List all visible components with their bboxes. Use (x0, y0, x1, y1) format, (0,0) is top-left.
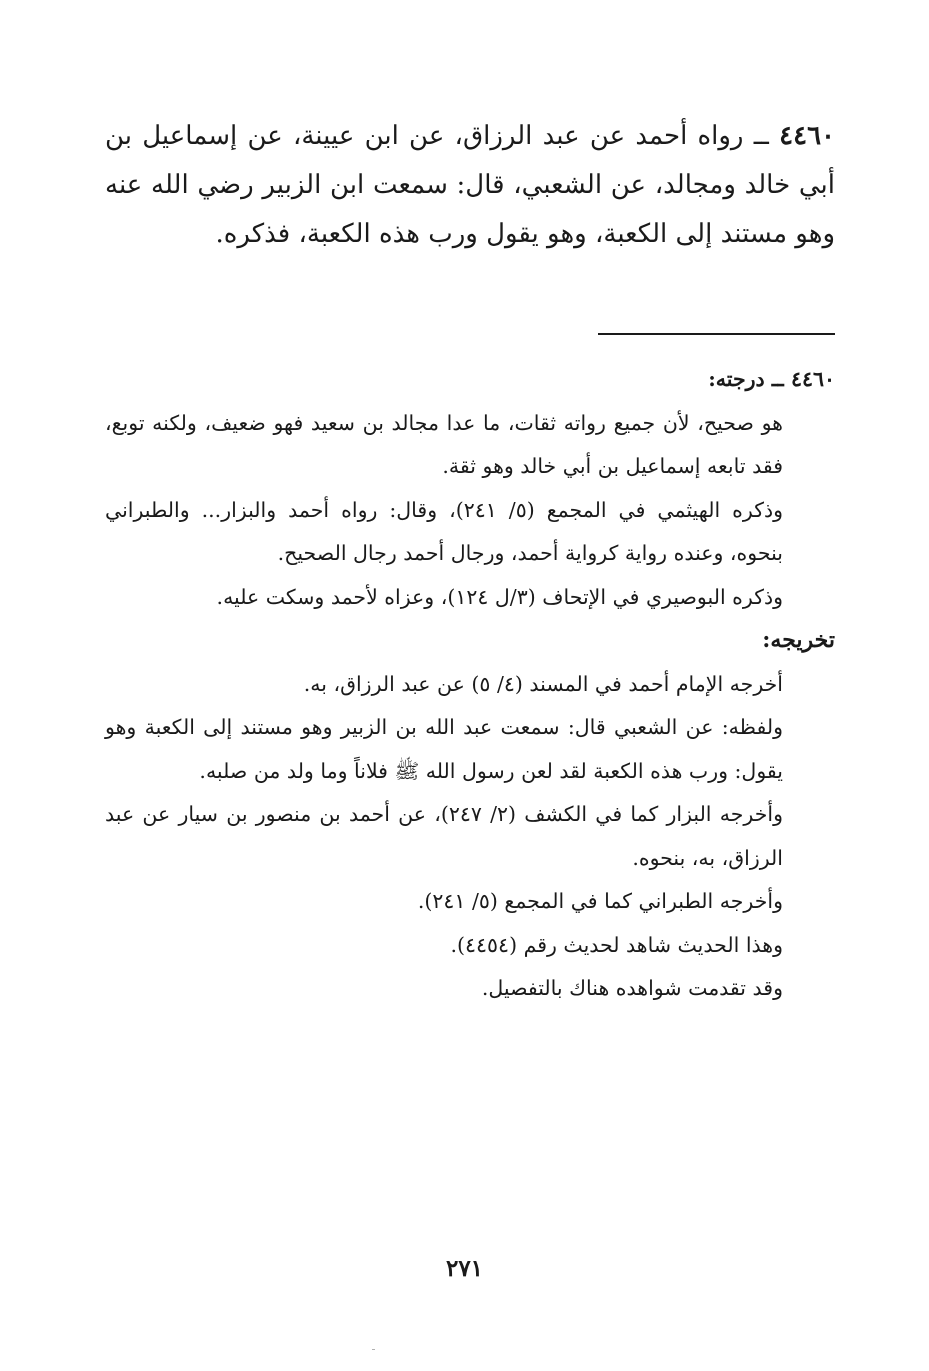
grade-paragraph-3: وذكره البوصيري في الإتحاف (٣/ل ١٢٤)، وعزاه لأحمد وسكت عليه. (216, 584, 783, 609)
grade-paragraph-1: هو صحيح، لأن جميع رواته ثقات، ما عدا مجالد بن سعيد فهو ضعيف، ولكنه توبع، فقد تابعه إسماعيل بن أبي خالد وهو ثقة. (105, 410, 783, 478)
hadith-text: ــ رواه أحمد عن عبد الرزاق، عن ابن عيينة، عن إسماعيل بن أبي خالد ومجالد، عن الشعبي، قال: سمعت ابن الزبير رضي الله عنه وهو مستند إلى الكعبة، وهو يقول ورب هذه الكعبة، فذكره. (105, 121, 835, 249)
footnote-separator (598, 333, 835, 335)
takhrij-paragraph-3: وأخرجه البزار كما في الكشف (٢/ ٢٤٧)، عن أحمد بن منصور بن سيار عن عبد الرزاق، به، بنحوه. (105, 802, 783, 870)
takhrij-paragraph-6: وقد تقدمت شواهده هناك بالتفصيل. (481, 976, 783, 1000)
hadith-paragraph (105, 112, 835, 259)
takhrij-paragraph-5: وهذا الحديث شاهد لحديث رقم (٤٤٥٤). (450, 932, 783, 957)
takhrij-paragraph-1: أخرجه الإمام أحمد في المسند (٤/ ٥) عن عبد الرزاق، به. (303, 671, 783, 696)
page-number: ٢٧١ (445, 1255, 484, 1282)
takhrij-heading: تخريجه: (762, 627, 835, 653)
footnotes-section (105, 358, 835, 1011)
scan-speck (372, 1349, 375, 1350)
grade-paragraph-2: وذكره الهيثمي في المجمع (٥/ ٢٤١)، وقال: رواه أحمد والبزار... والطبراني بنحوه، وعنده رواية كرواية أحمد، ورجال أحمد رجال الصحيح. (105, 497, 783, 565)
grade-heading: ٤٤٦٠ ــ درجته: (708, 367, 835, 391)
hadith-number: ٤٤٦٠ (779, 121, 836, 151)
takhrij-paragraph-4: وأخرجه الطبراني كما في المجمع (٥/ ٢٤١). (417, 889, 783, 913)
takhrij-paragraph-2: ولفظه: عن الشعبي قال: سمعت عبد الله بن الزبير وهو مستند إلى الكعبة وهو يقول: ورب هذه الكعبة لقد لعن رسول الله ﷺ فلاناً وما ولد من صلبه. (105, 715, 783, 783)
